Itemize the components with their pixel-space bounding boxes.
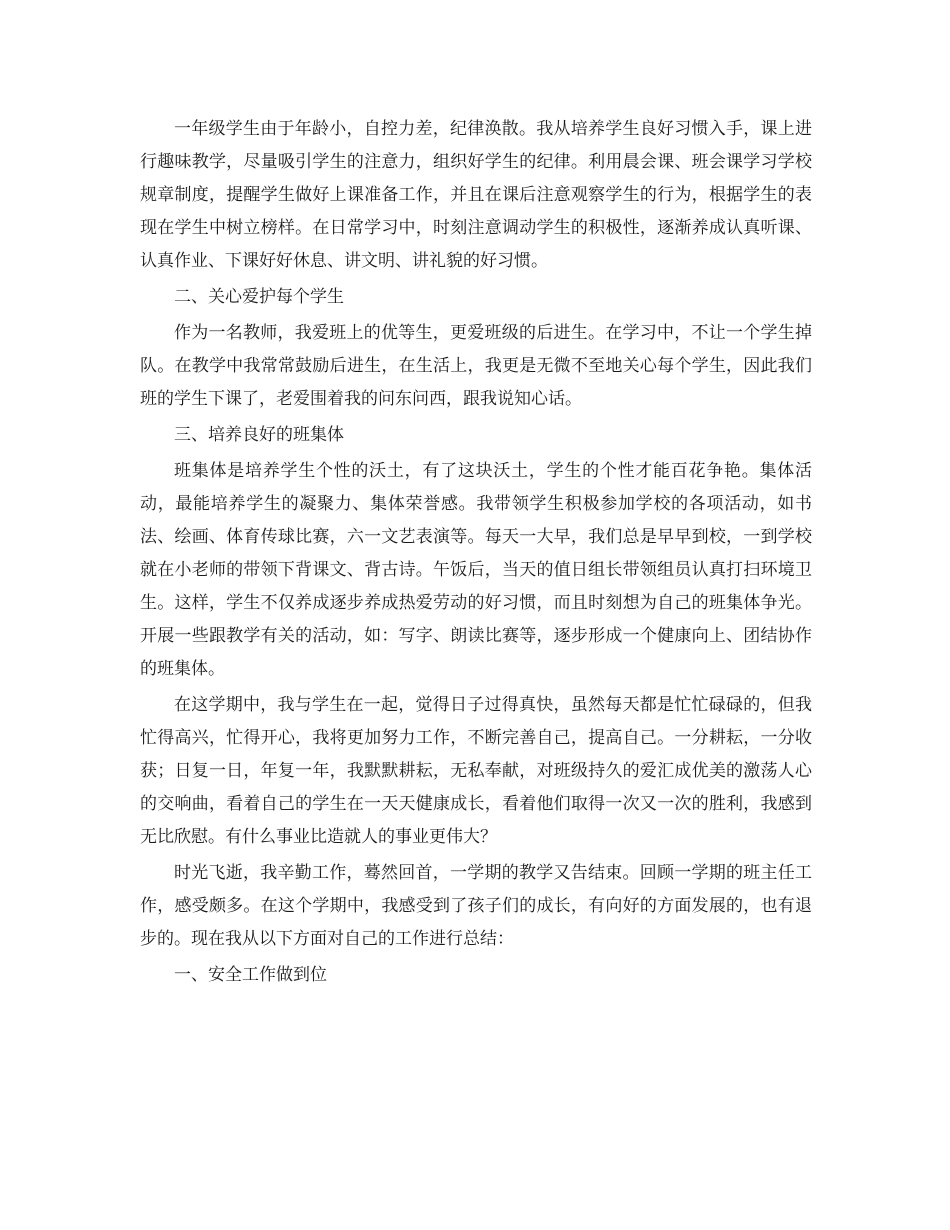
paragraph-reflection: 在这学期中，我与学生在一起，觉得日子过得真快，虽然每天都是忙忙碌碌的，但我忙得高兴，忙得开心，我将更加努力工作，不断完善自己，提高自己。一分耕耘，一分收获；日复一日，年复一年，我默默耕耘，无私奉献，对班级持久的爱汇成优美的激荡人心的交响曲，看着自己的学生在一天天健康成长，看着他们取得一次又一次的胜利，我感到无比欣慰。有什么事业比造就人的事业更伟大？ [140, 695, 812, 847]
section-heading-safety: 一、安全工作做到位 [174, 965, 327, 985]
paragraph-habits: 一年级学生由于年龄小，自控力差，纪律涣散。我从培养学生良好习惯入手，课上进行趣味教学，尽量吸引学生的注意力，组织好学生的纪律。利用晨会课、班会课学习学校规章制度，提醒学生做好上课准备工作，并且在课后注意观察学生的行为，根据学生的表现在学生中树立榜样。在日常学习中，时刻注意调动学生的积极性，逐渐养成认真听课、认真作业、下课好好休息、讲文明、讲礼貌的好习惯。 [140, 119, 812, 271]
paragraph-summary-intro: 时光飞逝，我辛勤工作，蓦然回首，一学期的教学又告结束。回顾一学期的班主任工作，感受颇多。在这个学期中，我感受到了孩子们的成长，有向好的方面发展的，也有退步的。现在我从以下方面对自己的工作进行总结： [140, 863, 812, 949]
section-heading-care: 二、关心爱护每个学生 [174, 287, 344, 307]
paragraph-collective: 班集体是培养学生个性的沃土，有了这块沃土，学生的个性才能百花争艳。集体活动，最能培养学生的凝聚力、集体荣誉感。我带领学生积极参加学校的各项活动，如书法、绘画、体育传球比赛，六一文艺表演等。每天一大早，我们总是早早到校，一到学校就在小老师的带领下背课文、背古诗。午饭后，当天的值日组长带领组员认真打扫环境卫生。这样，学生不仅养成逐步养成热爱劳动的好习惯，而且时刻想为自己的班集体争光。开展一些跟教学有关的活动，如：写字、朗读比赛等，逐步形成一个健康向上、团结协作的班集体。 [140, 461, 812, 679]
document-body [140, 113, 812, 995]
section-heading-collective: 三、培养良好的班集体 [174, 425, 344, 445]
paragraph-care: 作为一名教师，我爱班上的优等生，更爱班级的后进生。在学习中，不让一个学生掉队。在教学中我常常鼓励后进生，在生活上，我更是无微不至地关心每个学生，因此我们班的学生下课了，老爱围着我的问东问西，跟我说知心话。 [140, 323, 812, 409]
